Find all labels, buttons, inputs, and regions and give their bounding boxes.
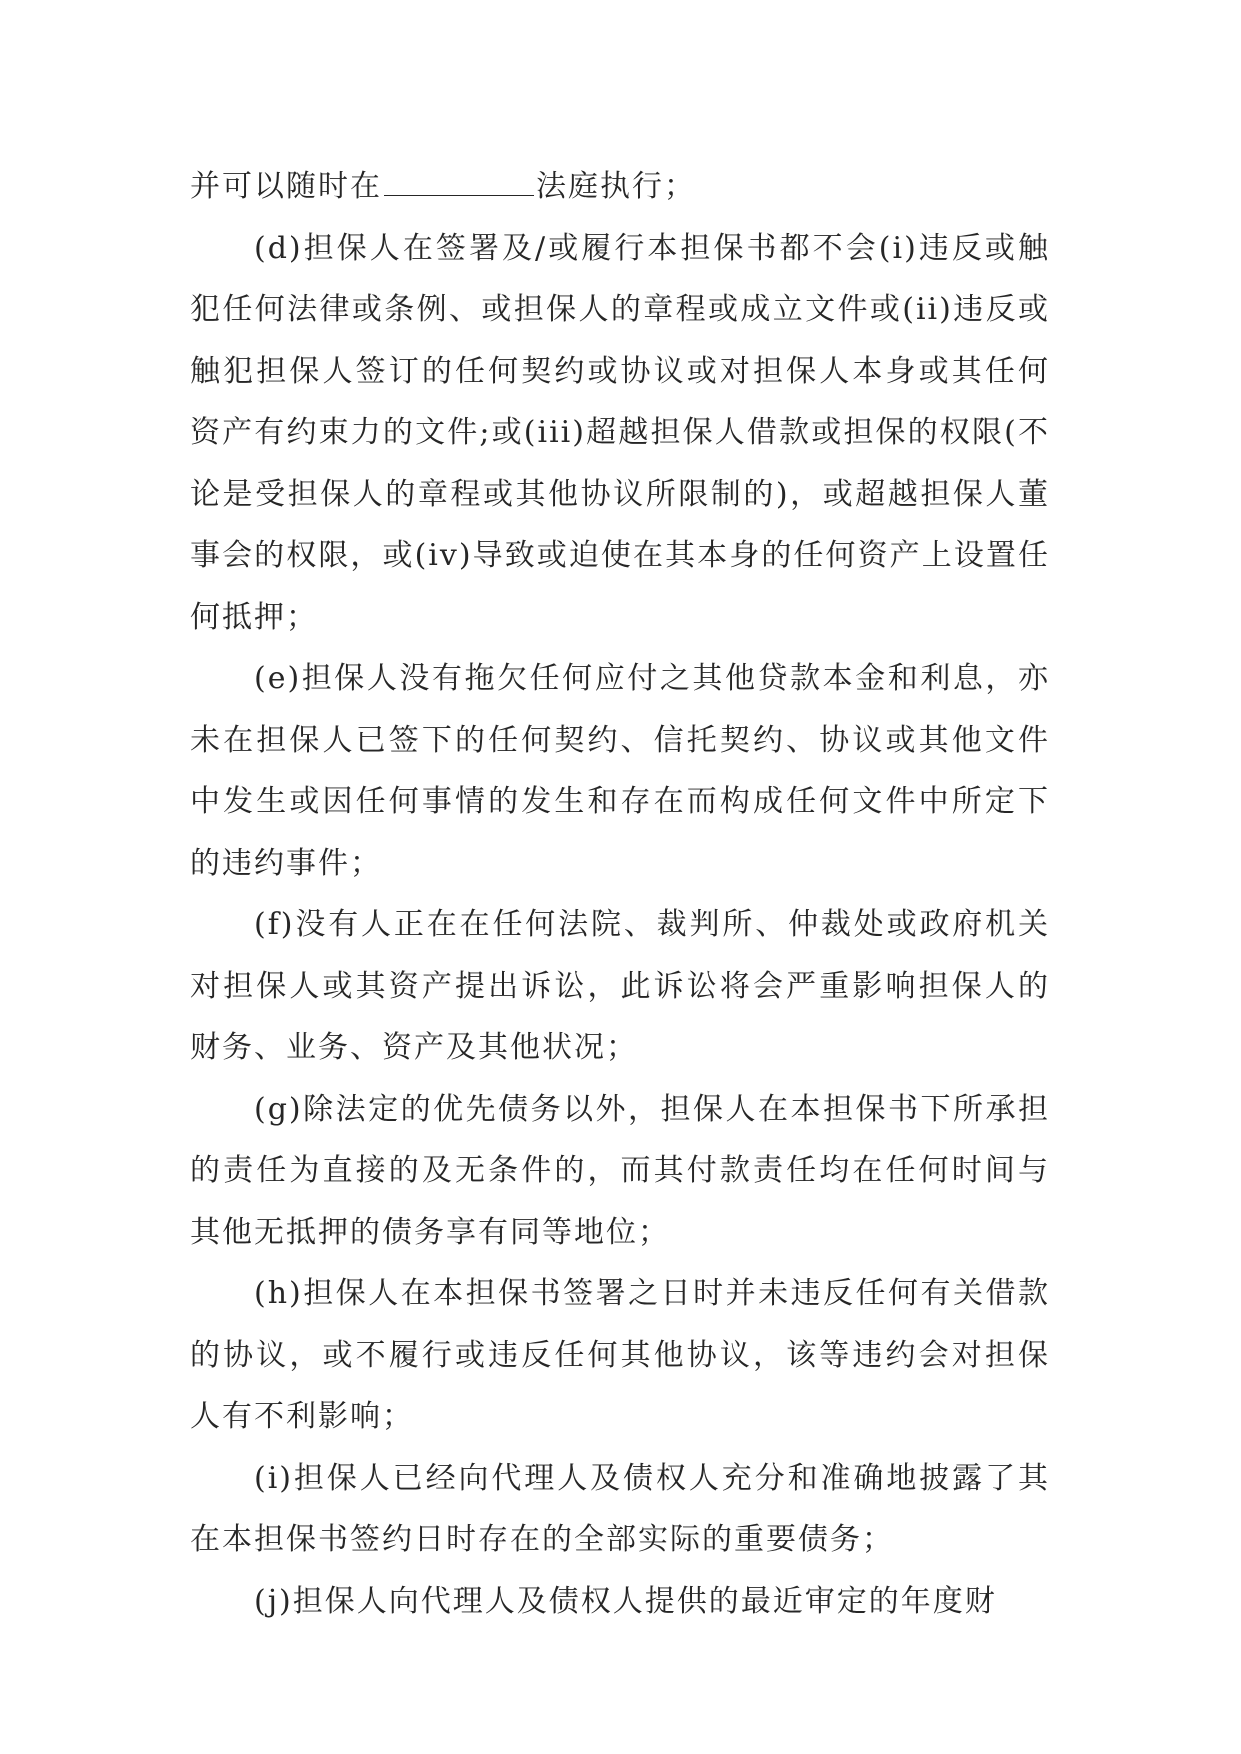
clause-j: (j)担保人向代理人及债权人提供的最近审定的年度财 — [254, 1583, 997, 1619]
clause-h: (h)担保人在本担保书签署之日时并未违反任何有关借款的协议，或不履行或违反任何其他协议，该等违约会对担保人有不利影响； — [190, 1276, 1050, 1434]
document-body — [190, 156, 1050, 1632]
clause-f: (f)没有人正在在任何法院、裁判所、仲裁处或政府机关对担保人或其资产提出诉讼，此诉讼将会严重影响担保人的财务、业务、资产及其他状况； — [190, 907, 1050, 1065]
clause-g: (g)除法定的优先债务以外，担保人在本担保书下所承担的责任为直接的及无条件的，而其付款责任均在任何时间与其他无抵押的债务享有同等地位； — [190, 1091, 1050, 1250]
text-after-blank: 法庭执行； — [536, 169, 696, 204]
clause-e: (e)担保人没有拖欠任何应付之其他贷款本金和利息，亦未在担保人已签下的任何契约、信托契约、协议或其他文件中发生或因任何事情的发生和存在而构成任何文件中所定下的违约事件； — [190, 661, 1050, 881]
clause-d: (d)担保人在签署及/或履行本担保书都不会(i)违反或触犯任何法律或条例、或担保人的章程或成立文件或(ii)违反或触犯担保人签订的任何契约或协议或对担保人本身或其任何资产有约束力的文件;或(iii)超越担保人借款或担保的权限(不论是受担保人的章程或其他协议所限制的)，或超越担保人董事会的权限，或(iv)导致或迫使在其本身的任何资产上设置任何抵押； — [190, 230, 1050, 635]
fill-in-blank — [384, 163, 534, 196]
paragraph-continuation — [190, 156, 1050, 218]
text-before-blank: 并可以随时在 — [190, 169, 382, 204]
clause-i: (i)担保人已经向代理人及债权人充分和准确地披露了其在本担保书签约日时存在的全部实际的重要债务； — [190, 1460, 1050, 1557]
